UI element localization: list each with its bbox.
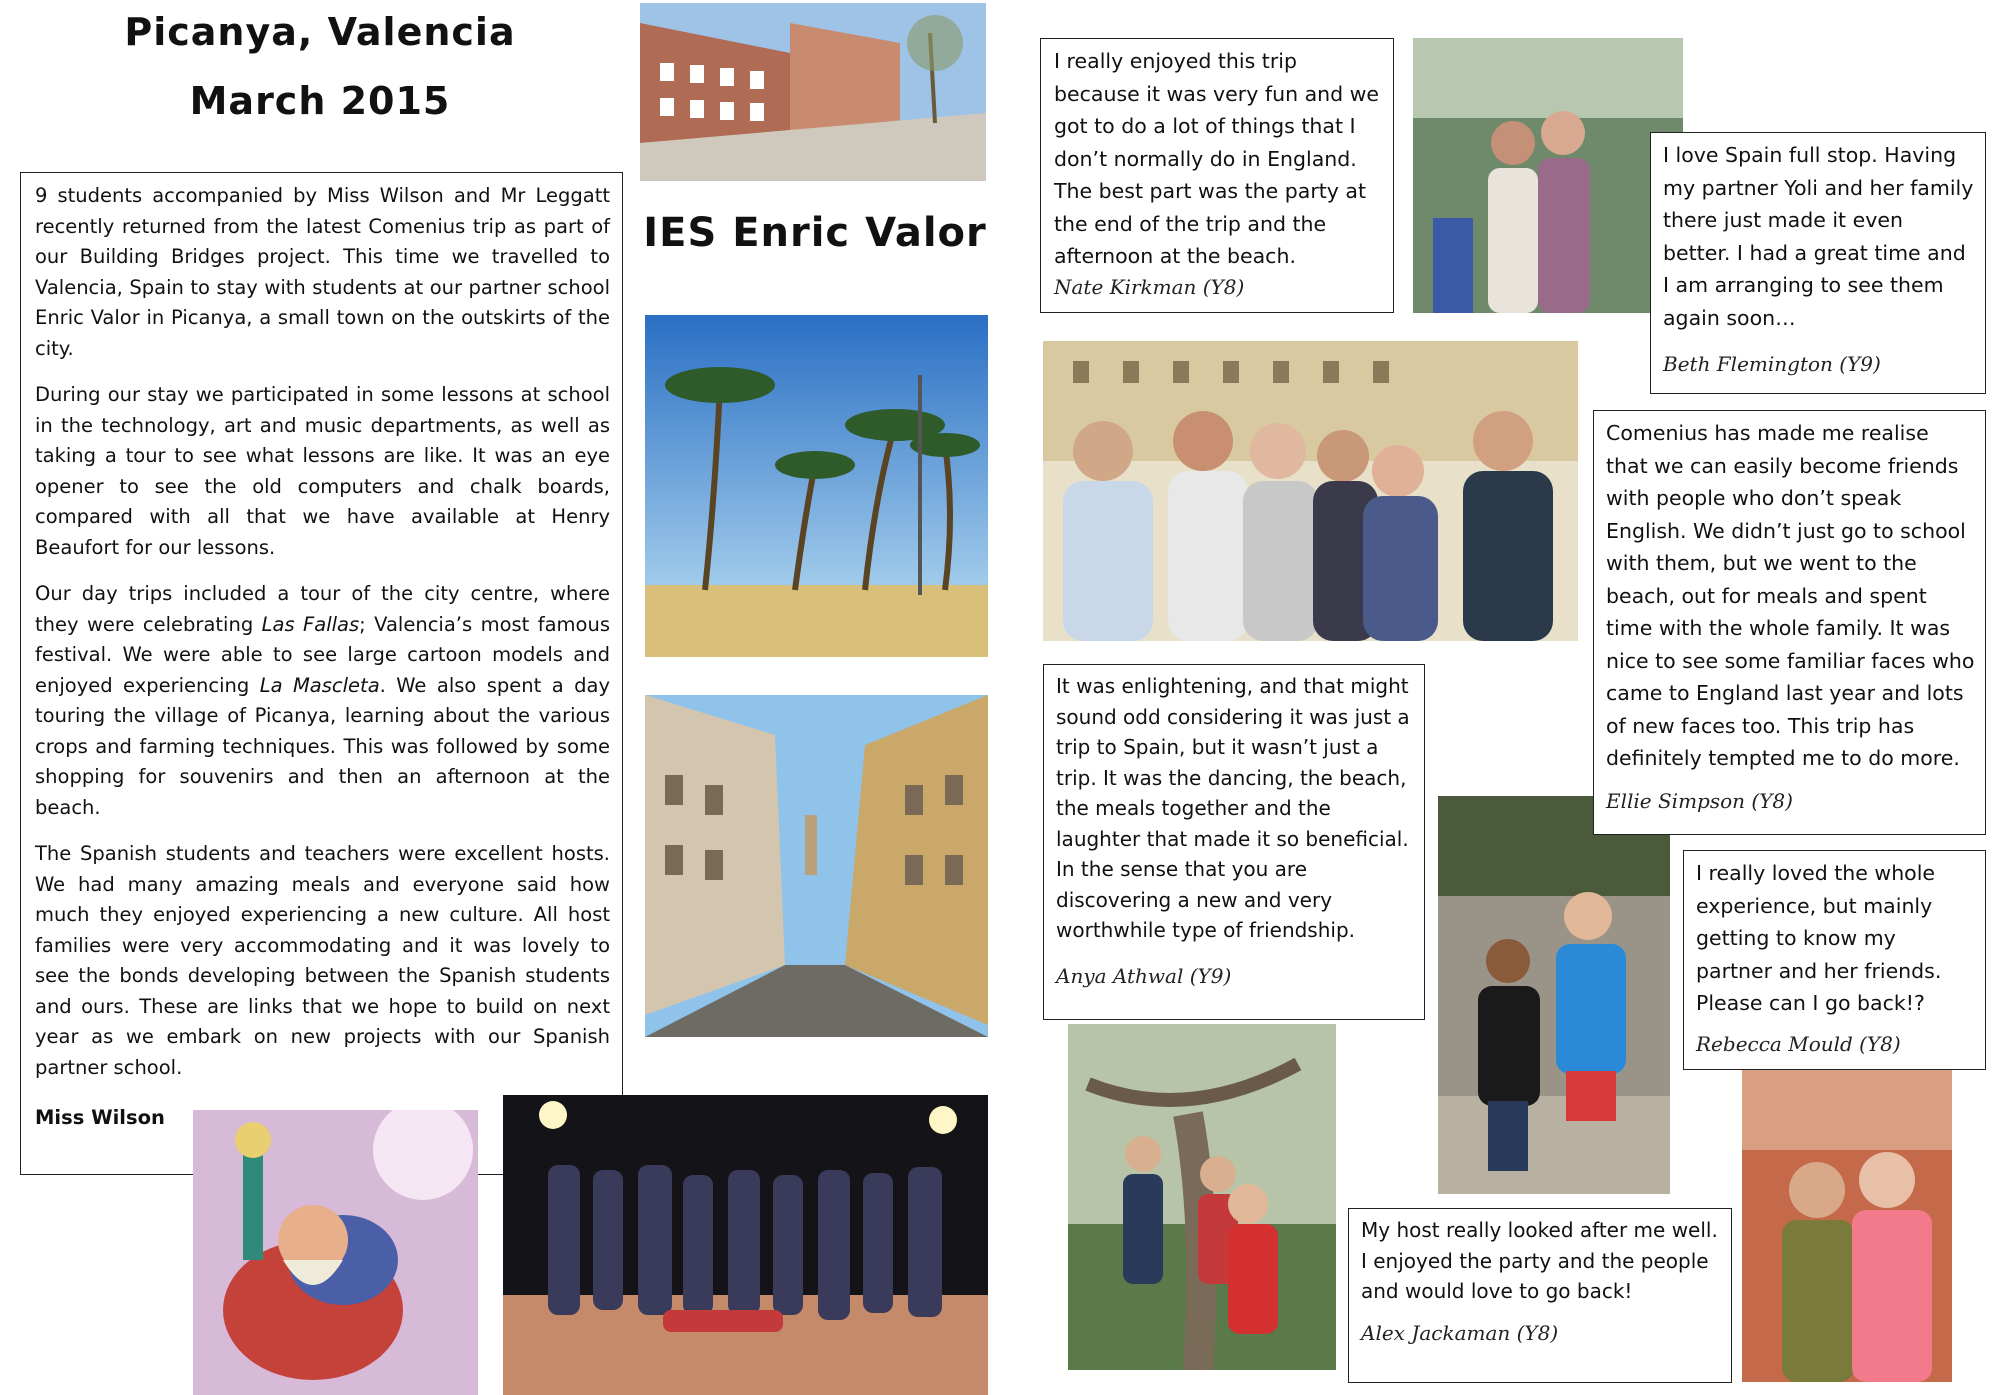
fallas-figure-photo [193, 1110, 478, 1395]
group-street-photo [1043, 341, 1578, 641]
two-girls-photo [1413, 38, 1683, 313]
two-girls-bottom-photo [1742, 1070, 1952, 1382]
city-street-photo [645, 695, 988, 1037]
page-date: March 2015 [189, 79, 451, 123]
quote-author: Beth Flemington (Y9) [1663, 352, 1881, 376]
quote-author: Rebecca Mould (Y8) [1696, 1031, 1901, 1056]
quote-author: Nate Kirkman (Y8) [1054, 274, 1245, 299]
article-box [20, 172, 623, 1175]
quote-author: Anya Athwal (Y9) [1056, 963, 1232, 988]
quote-box-anya [1043, 664, 1425, 1020]
article-signature: Miss Wilson [35, 1106, 165, 1129]
quote-text: It was enlightening, and that might sound odd considering it was just a trip to Spain, but it wasn’t just a trip. It was the dancing, the beach, the meals together and the laughter that made it so beneficial. In the sense that you are discovering a new and very worthwhile type of friendship. [1056, 674, 1410, 942]
article-paragraph: The Spanish students and teachers were excellent hosts. We had many amazing meals and everyone said how much they enjoyed experiencing a new culture. All host families were very accommodating and it was lovely to see the bonds developing between the Spanish students and ours. These are links that we hope to build on next year as we embark on new projects with our Spanish partner school. [35, 842, 610, 1079]
boys-tree-photo [1068, 1024, 1336, 1370]
two-boys-photo [1438, 796, 1670, 1194]
article-paragraph: Our day trips included a tour of the city centre, where they were celebrating Las Fallas; Valencia’s most famous festival. We were able to see large cartoon models and enjoyed experiencing La Mascleta. We also spent a day touring the village of Picanya, learning about the various crops and farming techniques. This was followed by some shopping for souvenirs and then an afternoon at the beach. [35, 582, 610, 819]
quote-box-alex [1348, 1208, 1732, 1383]
night-group-photo [503, 1095, 988, 1395]
quote-box-ellie [1593, 410, 1986, 835]
quote-text: I love Spain full stop. Having my partner Yoli and her family there just made it even better. I had a great time and I am arranging to see them again soon… [1663, 143, 1974, 330]
quote-author: Ellie Simpson (Y8) [1606, 788, 1793, 813]
page-title: Picanya, Valencia [124, 10, 516, 54]
quote-text: I really enjoyed this trip because it was very fun and we got to do a lot of things that I don’t normally do in England. The best part was the party at the end of the trip and the afternoon at the beach. [1054, 49, 1380, 268]
school-name: IES Enric Valor [643, 210, 987, 256]
quote-text: Comenius has made me realise that we can easily become friends with people who don’t speak English. We didn’t just go to school with them, but we went to the beach, out for meals and spent time with the whole family. It was nice to see some familiar faces who came to England last year and lots of new faces too. This trip has definitely tempted me to do more. [1606, 421, 1975, 770]
article-paragraph: During our stay we participated in some lessons at school in the technology, art and music departments, as well as taking a tour to see what lessons are like. It was an eye opener to see the old computers and chalk boards, compared with all that we have available at Henry Beaufort for our lessons. [35, 383, 610, 559]
quote-box-beth [1650, 132, 1986, 394]
quote-box-nate [1040, 38, 1394, 313]
beach-palms-photo [645, 315, 988, 657]
article-paragraph: 9 students accompanied by Miss Wilson and Mr Leggatt recently returned from the latest Comenius trip as part of our Building Bridges project. This time we travelled to Valencia, Spain to stay with students at our partner school Enric Valor in Picanya, a small town on the outskirts of the city. [35, 184, 610, 360]
quote-text: My host really looked after me well. I enjoyed the party and the people and would love to go back! [1361, 1218, 1718, 1303]
quote-box-rebecca [1683, 850, 1986, 1070]
quote-author: Alex Jackaman (Y8) [1361, 1320, 1559, 1345]
school-building-photo [640, 3, 986, 181]
quote-text: I really loved the whole experience, but mainly getting to know my partner and her friends. Please can I go back!? [1696, 861, 1942, 1015]
